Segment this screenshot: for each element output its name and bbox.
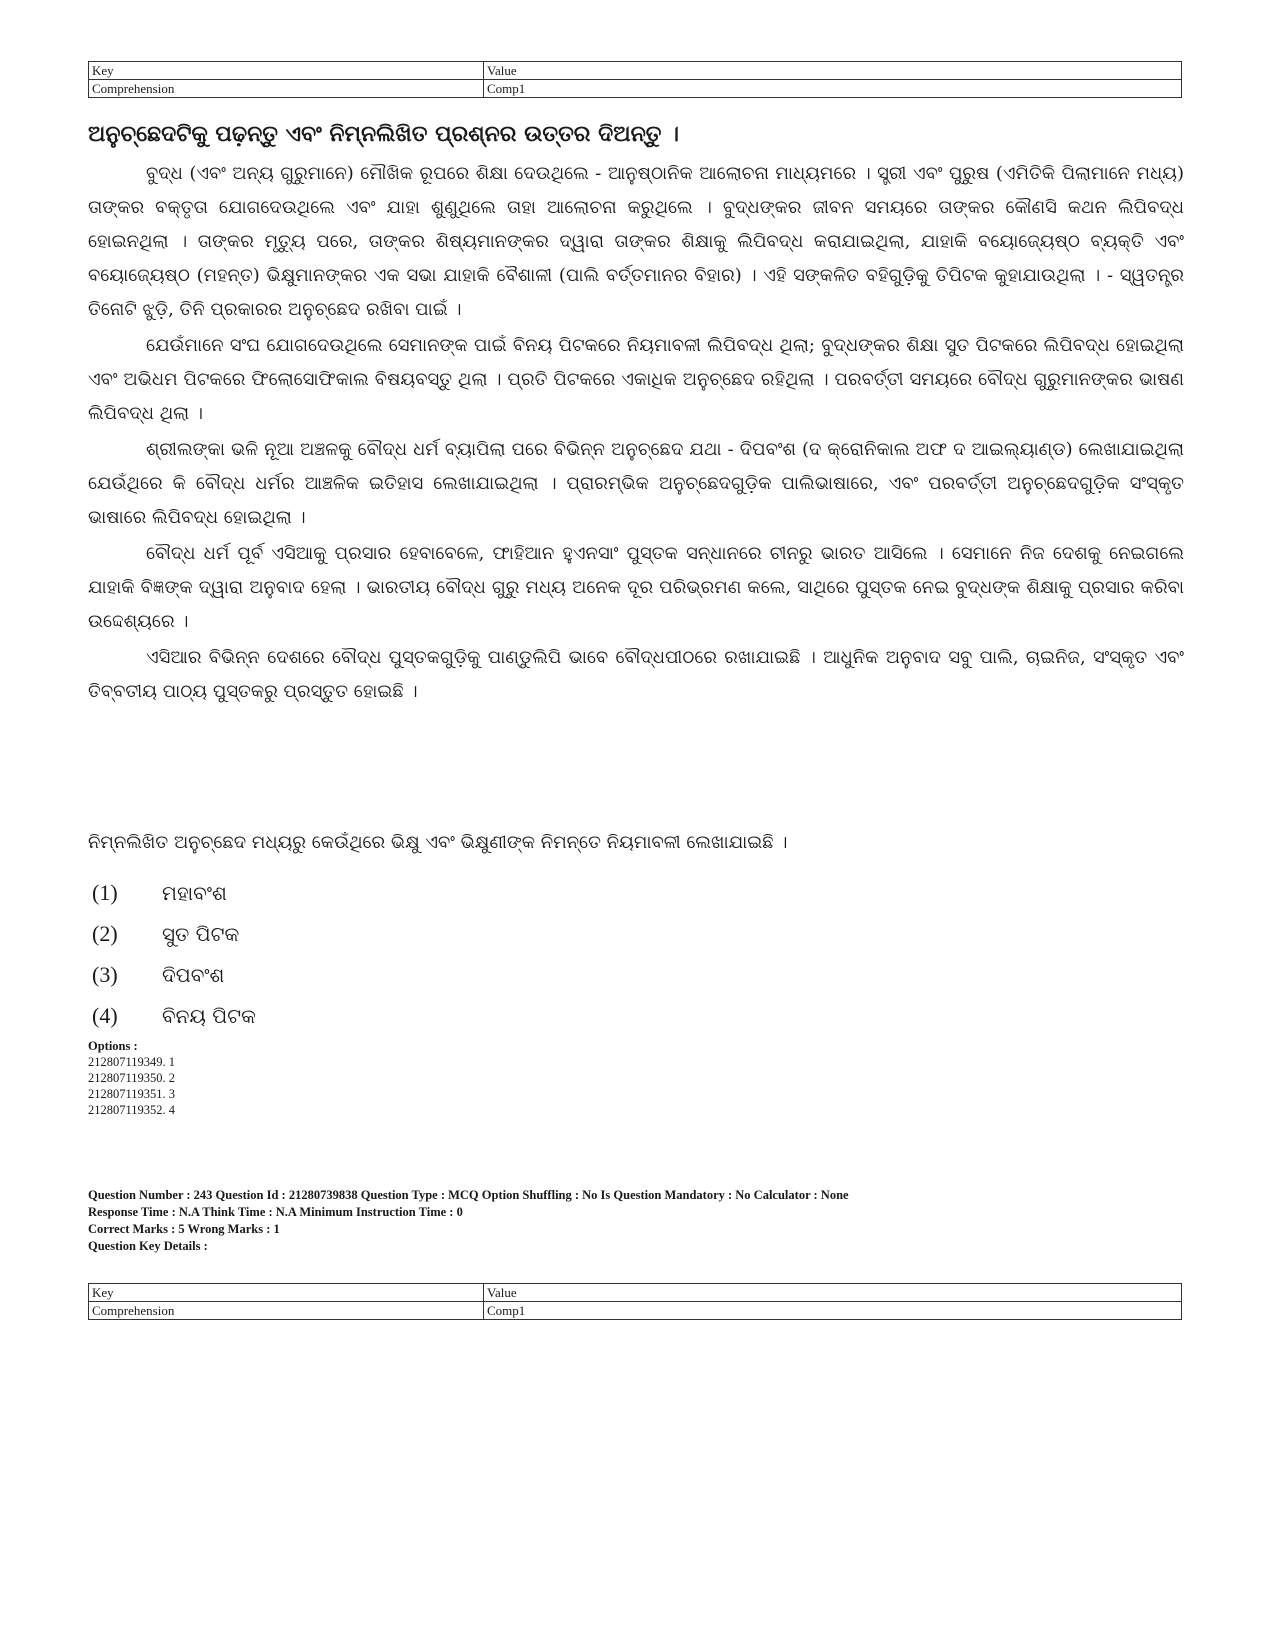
- table-header-row: [89, 1284, 1182, 1302]
- choice-text: ସୁତ ପିଟକ: [162, 921, 240, 946]
- passage-paragraph: ଯେଉଁମାନେ ସଂଘ ଯୋଗଦେଉଥିଲେ ସେମାନଙ୍କ ପାଇଁ ବିନୟ ପିଟକରେ ନିୟମାବଳୀ ଲିପିବଦ୍ଧ ଥିଲା; ବୁଦ୍ଧଙ୍କର ଶିକ୍ଷା ସୁତ ପିଟକରେ ଲିପିବଦ୍ଧ ହୋଇଥିଲା ଏବଂ ଅଭିଧମ ପିଟକରେ ଫିଲୋସୋଫିକାଲ ବିଷୟବସ୍ତୁ ଥିଲା । ପ୍ରତି ପିଟକରେ ଏକାଧିକ ଅନୁଚ୍ଛେଦ ରହିଥିଲା । ପରବର୍ତ୍ତୀ ସମୟରେ ବୌଦ୍ଧ ଗୁରୁମାନଙ୍କର ଭାଷଣ ଲିପିବଦ୍ଧ ଥିଲା ।: [88, 335, 1184, 424]
- table-header-row: [89, 62, 1182, 80]
- choice-number: (1): [92, 879, 118, 905]
- key-cell: Comprehension: [89, 80, 484, 98]
- marks-info-line: Correct Marks : 5 Wrong Marks : 1: [88, 1222, 280, 1236]
- key-header: Key: [89, 62, 484, 80]
- answer-choices: [92, 872, 256, 1036]
- choice-text: ମହାବଂଶ: [162, 880, 227, 905]
- table-row: [89, 1302, 1182, 1320]
- passage-paragraph: ଏସିଆର ବିଭିନ୍ନ ଦେଶରେ ବୌଦ୍ଧ ପୁସ୍ତକଗୁଡ଼ିକୁ ପାଣ୍ଡୁଲିପି ଭାବେ ବୌଦ୍ଧପୀଠରେ ରଖାଯାଇଛି । ଆଧୁନିକ ଅନୁବାଦ ସବୁ ପାଲି, ଚାଇନିଜ, ସଂସ୍କୃତ ଏବଂ ତିବ୍ବତୀୟ ପାଠ୍ୟ ପୁସ୍ତକରୁ ପ୍ରସ୍ତୁତ ହୋଇଛି ।: [88, 647, 1184, 702]
- choice-text: ବିନୟ ପିଟକ: [162, 1003, 256, 1028]
- choice-number: (3): [92, 961, 118, 987]
- value-header: Value: [484, 1284, 1182, 1302]
- option-id: 212807119351. 3: [88, 1087, 176, 1101]
- question-key-table-top: [88, 61, 1182, 98]
- option-ids-list: [88, 1038, 175, 1118]
- question-text: ନିମ୍ନଲିଖିତ ଅନୁଚ୍ଛେଦ ମଧ୍ୟରୁ କେଉଁଥିରେ ଭିକ୍ଷୁ ଏବଂ ଭିକ୍ଷୁଣୀଙ୍କ ନିମନ୍ତେ ନିୟମାବଳୀ ଲେଖାଯାଇଛି ।: [88, 832, 788, 853]
- value-cell: Comp1: [484, 1302, 1182, 1320]
- value-cell: Comp1: [484, 80, 1182, 98]
- option-id: 212807119349. 1: [88, 1055, 176, 1069]
- key-details-label: Question Key Details :: [88, 1239, 208, 1253]
- option-id: 212807119350. 2: [88, 1071, 176, 1085]
- options-label: Options :: [88, 1039, 138, 1053]
- key-cell: Comprehension: [89, 1302, 484, 1320]
- choice-item[interactable]: [92, 913, 256, 954]
- passage-paragraph: ଶ୍ରୀଲଙ୍କା ଭଳି ନୂଆ ଅଞ୍ଚଳକୁ ବୌଦ୍ଧ ଧର୍ମ ବ୍ୟାପିଲା ପରେ ବିଭିନ୍ନ ଅନୁଚ୍ଛେଦ ଯଥା - ଦିପବଂଶ (ଦ କ୍ରୋନିକାଲ ଅଫ ଦ ଆଇଲ୍ୟାଣ୍ଡ) ଲେଖାଯାଇଥିଲା ଯେଉଁଥିରେ କି ବୌଦ୍ଧ ଧର୍ମର ଆଞ୍ଚଳିକ ଇତିହାସ ଲେଖାଯାଇଥିଲା । ପ୍ରାରମ୍ଭିକ ଅନୁଚ୍ଛେଦଗୁଡ଼ିକ ପାଲିଭାଷାରେ, ଏବଂ ପରବର୍ତ୍ତୀ ଅନୁଚ୍ଛେଦଗୁଡ଼ିକ ସଂସ୍କୃତ ଭାଷାରେ ଲିପିବଦ୍ଧ ହୋଇଥିଲା ।: [88, 439, 1184, 528]
- table-row: [89, 80, 1182, 98]
- choice-item[interactable]: [92, 995, 256, 1036]
- passage-paragraph: ବୌଦ୍ଧ ଧର୍ମ ପୂର୍ବ ଏସିଆକୁ ପ୍ରସାର ହେବାବେଳେ, ଫାହିଆନ ହୁଏନସାଂ ପୁସ୍ତକ ସନ୍ଧାନରେ ଚୀନରୁ ଭାରତ ଆସିଲେ । ସେମାନେ ନିଜ ଦେଶକୁ ନେଇଗଲେ ଯାହାକି ବିଜ୍ଞଙ୍କ ଦ୍ୱାରା ଅନୁବାଦ ହେଲା । ଭାରତୀୟ ବୌଦ୍ଧ ଗୁରୁ ମଧ୍ୟ ଅନେକ ଦୂର ପରିଭ୍ରମଣ କଲେ, ସାଥିରେ ପୁସ୍ତକ ନେଇ ବୁଦ୍ଧଙ୍କ ଶିକ୍ଷାକୁ ପ୍ରସାର କରିବା ଉଦ୍ଦେଶ୍ୟରେ ।: [88, 543, 1184, 632]
- question-info-line: Question Number : 243 Question Id : 21280739838 Question Type : MCQ Option Shuffling : No Is Question Mandatory : No Calculator : None: [88, 1188, 849, 1202]
- question-metadata: [88, 1187, 1198, 1255]
- passage-paragraph: ବୁଦ୍ଧ (ଏବଂ ଅନ୍ୟ ଗୁରୁମାନେ) ମୌଖିକ ରୂପରେ ଶିକ୍ଷା ଦେଉଥିଲେ - ଆନୁଷ୍ଠାନିକ ଆଲୋଚନା ମାଧ୍ୟମରେ । ସ୍ତ୍ରୀ ଏବଂ ପୁରୁଷ (ଏମିତିକି ପିଲାମାନେ ମଧ୍ୟ) ତାଙ୍କର ବକ୍ତୃତା ଯୋଗଦେଉଥିଲେ ଏବଂ ଯାହା ଶୁଣୁଥିଲେ ତାହା ଆଲୋଚନା କରୁଥିଲେ । ବୁଦ୍ଧଙ୍କର ଜୀବନ ସମୟରେ ତାଙ୍କର କୌଣସି କଥନ ଲିପିବଦ୍ଧ ହୋଇନଥିଲା । ତାଙ୍କର ମୃତ୍ୟୁ ପରେ, ତାଙ୍କର ଶିଷ୍ୟମାନଙ୍କର ଦ୍ୱାରା ତାଙ୍କର ଶିକ୍ଷାକୁ ଲିପିବଦ୍ଧ କରାଯାଇଥିଲା, ଯାହାକି ବୟୋଜ୍ୟେଷ୍ଠ ବ୍ୟକ୍ତି ଏବଂ ବୟୋଜ୍ୟେଷ୍ଠ (ମହନ୍ତ) ଭିକ୍ଷୁମାନଙ୍କର ଏକ ସଭା ଯାହାକି ବୈଶାଳୀ (ପାଲି ବର୍ତ୍ତମାନର ବିହାର) । ଏହି ସଙ୍କଳିତ ବହିଗୁଡ଼ିକୁ ତିପିଟକ କୁହାଯାଉଥିଲା । - ସ୍ୱତନ୍ତ୍ର ତିନୋଟି ଝୁଡ଼ି, ତିନି ପ୍ରକାରର ଅନୁଚ୍ଛେଦ ରଖିବା ପାଇଁ ।: [88, 163, 1184, 320]
- choice-number: (2): [92, 920, 118, 946]
- option-id: 212807119352. 4: [88, 1103, 176, 1117]
- key-header: Key: [89, 1284, 484, 1302]
- choice-item[interactable]: [92, 954, 256, 995]
- value-header: Value: [484, 62, 1182, 80]
- choice-text: ଦିପବଂଶ: [162, 962, 225, 987]
- choice-item[interactable]: [92, 872, 256, 913]
- comprehension-passage: [88, 157, 1184, 711]
- question-key-table-bottom: [88, 1283, 1182, 1320]
- comprehension-instruction: ଅନୁଚ୍ଛେଦଟିକୁ ପଢ଼ନ୍ତୁ ଏବଂ ନିମ୍ନଲିଖିତ ପ୍ରଶ୍ନର ଉତ୍ତର ଦିଅନ୍ତୁ ।: [88, 121, 680, 147]
- choice-number: (4): [92, 1002, 118, 1028]
- timing-info-line: Response Time : N.A Think Time : N.A Minimum Instruction Time : 0: [88, 1205, 463, 1219]
